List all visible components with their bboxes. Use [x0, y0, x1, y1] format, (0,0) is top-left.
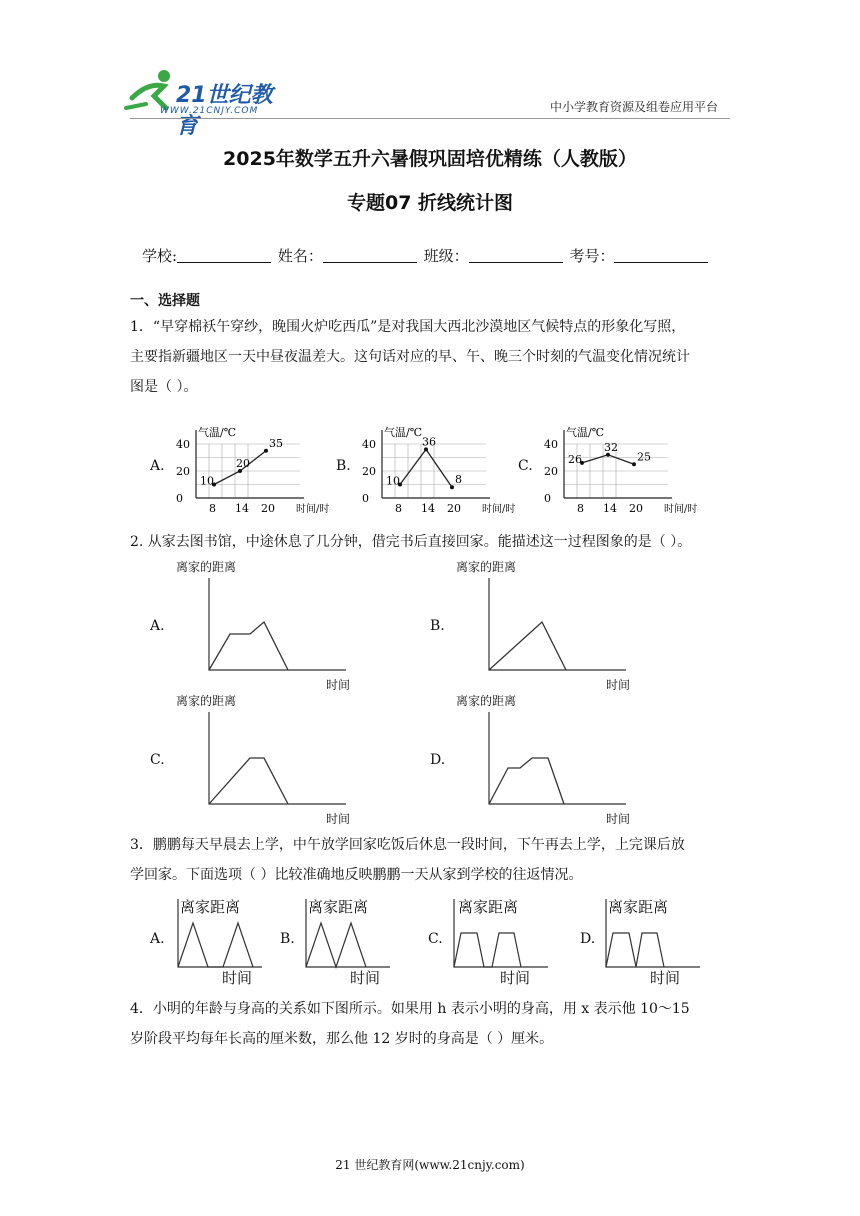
y-tick-label: 0 — [544, 492, 551, 505]
q2-option-a — [150, 556, 370, 696]
x-tick-label: 14 — [235, 502, 249, 515]
y-axis-label: 气温/℃ — [566, 426, 605, 439]
q2-c-xlabel: 时间 — [326, 812, 351, 826]
student-info — [142, 245, 710, 266]
exam-no-blank — [614, 248, 708, 263]
y-axis-label: 气温/℃ — [198, 426, 237, 439]
q1-option-b-label: B. — [336, 458, 351, 474]
q3-d-ylabel: 离家距离 — [608, 898, 669, 916]
q1-chart-a — [170, 420, 340, 520]
q3-graph-a — [176, 893, 266, 973]
page-title: 2025年数学五升六暑假巩固培优精练（人教版） — [223, 148, 637, 170]
field-class: 班级： — [423, 247, 469, 265]
data-label: 20 — [236, 457, 250, 470]
q2-b-xlabel: 时间 — [606, 678, 631, 692]
data-label: 26 — [568, 452, 582, 466]
q4-line2: 岁阶段平均每年长高的厘米数，那么他 12 岁时的身高是（ ）厘米。 — [130, 1031, 554, 1047]
x-axis-label: 时间/时 — [664, 504, 698, 515]
q2-graph-a — [206, 578, 356, 678]
q2-option-b — [430, 556, 650, 696]
x-axis-label: 时间/时 — [482, 504, 516, 515]
q1-line3: 图是（ ）。 — [130, 379, 198, 395]
q3-option-c — [428, 893, 558, 988]
q1-line2: 主要指新疆地区一天中昼夜温差大。这句话对应的早、午、晚三个时刻的气温变化情况统计 — [130, 349, 690, 365]
data-point — [264, 449, 268, 453]
x-tick-label: 8 — [209, 502, 216, 515]
q2-graph-d — [486, 712, 636, 812]
x-tick-label: 20 — [447, 502, 461, 515]
q2-b-ylabel: 离家的距离 — [456, 560, 517, 574]
y-tick-label: 20 — [176, 465, 190, 478]
data-point — [450, 485, 454, 489]
q3-line2: 学回家。下面选项（ ）比较准确地反映鹏鹏一天从家到学校的往返情况。 — [130, 867, 583, 883]
x-axis-label: 时间/时 — [296, 504, 330, 515]
q3-option-a-label: A. — [150, 931, 165, 947]
q2-option-a-label: A. — [150, 618, 165, 634]
q3-option-b — [280, 893, 400, 988]
q2-a-xlabel: 时间 — [326, 678, 351, 692]
header-divider — [130, 118, 730, 119]
name-blank — [323, 248, 417, 263]
platform-name: 中小学教育资源及组卷应用平台 — [550, 100, 719, 114]
question-3 — [130, 830, 770, 890]
q3-graph-c — [452, 893, 552, 973]
y-tick-label: 40 — [176, 438, 190, 451]
q2-a-ylabel: 离家的距离 — [176, 560, 237, 574]
data-label: 35 — [269, 436, 283, 450]
x-tick-label: 14 — [421, 502, 435, 515]
y-tick-label: 0 — [362, 492, 369, 505]
logo-text: 21世纪教育 — [176, 83, 273, 139]
x-tick-label: 8 — [577, 502, 584, 515]
x-tick-label: 8 — [395, 502, 402, 515]
q1-chart-c — [538, 420, 708, 520]
q2-option-b-label: B. — [430, 618, 445, 634]
page-subtitle: 专题07 折线统计图 — [346, 192, 514, 214]
field-exam-no: 考号： — [569, 247, 615, 265]
q3-graph-d — [604, 893, 704, 973]
q2-option-c-label: C. — [150, 752, 165, 768]
q3-option-b-label: B. — [280, 931, 295, 947]
q3-c-xlabel: 时间 — [500, 969, 531, 987]
q2-option-c — [150, 690, 370, 830]
data-label: 10 — [200, 474, 214, 488]
q3-c-ylabel: 离家距离 — [458, 898, 519, 916]
q1-option-c-label: C. — [518, 458, 533, 474]
field-school: 学校: — [142, 247, 178, 265]
q3-a-ylabel: 离家距离 — [180, 898, 241, 916]
logo-url: WWW.21CNJY.COM — [160, 106, 259, 116]
q4-line1: 4．小明的年龄与身高的关系如下图所示。如果用 h 表示小明的身高，用 x 表示他 10～15 — [130, 1001, 690, 1017]
x-tick-label: 14 — [603, 502, 617, 515]
q2-graph-c — [206, 712, 356, 812]
q3-option-d — [580, 893, 710, 988]
data-label: 25 — [637, 450, 651, 464]
y-tick-label: 40 — [362, 438, 376, 451]
page-footer: 21 世纪教育网(www.21cnjy.com) — [335, 1158, 525, 1172]
question-2: 2. 从家去图书馆，中途休息了几分钟，借完书后直接回家。能描述这一过程图象的是（ ）。 — [130, 534, 692, 550]
q1-option-b — [336, 420, 526, 520]
q1-chart-b — [356, 420, 526, 520]
school-blank — [177, 248, 271, 263]
q3-line1: 3．鹏鹏每天早晨去上学，中午放学回家吃饭后休息一段时间，下午再去上学，上完课后放 — [130, 837, 685, 853]
data-label: 8 — [455, 473, 462, 487]
x-tick-label: 20 — [629, 502, 643, 515]
q3-option-a — [150, 893, 270, 988]
class-blank — [469, 248, 563, 263]
data-label: 36 — [422, 435, 436, 449]
q1-option-a-label: A. — [150, 458, 165, 474]
q2-c-ylabel: 离家的距离 — [176, 694, 237, 708]
q3-b-ylabel: 离家距离 — [308, 898, 369, 916]
y-axis-label: 气温/℃ — [384, 426, 423, 439]
q2-d-ylabel: 离家的距离 — [456, 694, 517, 708]
y-tick-label: 20 — [362, 465, 376, 478]
y-tick-label: 0 — [176, 492, 183, 505]
q2-option-d-label: D. — [430, 752, 446, 768]
y-tick-label: 40 — [544, 438, 558, 451]
data-label: 10 — [386, 474, 400, 488]
q2-graph-b — [486, 578, 636, 678]
q3-option-d-label: D. — [580, 931, 596, 947]
logo — [124, 68, 294, 139]
data-point — [632, 462, 636, 466]
q2-option-d — [430, 690, 650, 830]
x-tick-label: 20 — [261, 502, 275, 515]
q1-option-c — [518, 420, 708, 520]
q3-d-xlabel: 时间 — [650, 969, 681, 987]
q1-option-a — [150, 420, 340, 520]
q2-d-xlabel: 时间 — [606, 812, 631, 826]
section-heading: 一、选择题 — [130, 293, 200, 309]
q3-option-c-label: C. — [428, 931, 443, 947]
data-label: 32 — [604, 440, 618, 454]
q3-graph-b — [304, 893, 394, 973]
q3-b-xlabel: 时间 — [350, 969, 381, 987]
field-name: 姓名： — [277, 247, 323, 265]
question-1 — [130, 312, 730, 402]
q1-line1: 1．“早穿棉袄午穿纱，晚围火炉吃西瓜”是对我国大西北沙漠地区气候特点的形象化写照， — [130, 319, 686, 335]
q3-a-xlabel: 时间 — [222, 969, 253, 987]
y-tick-label: 20 — [544, 465, 558, 478]
question-4 — [130, 994, 770, 1054]
